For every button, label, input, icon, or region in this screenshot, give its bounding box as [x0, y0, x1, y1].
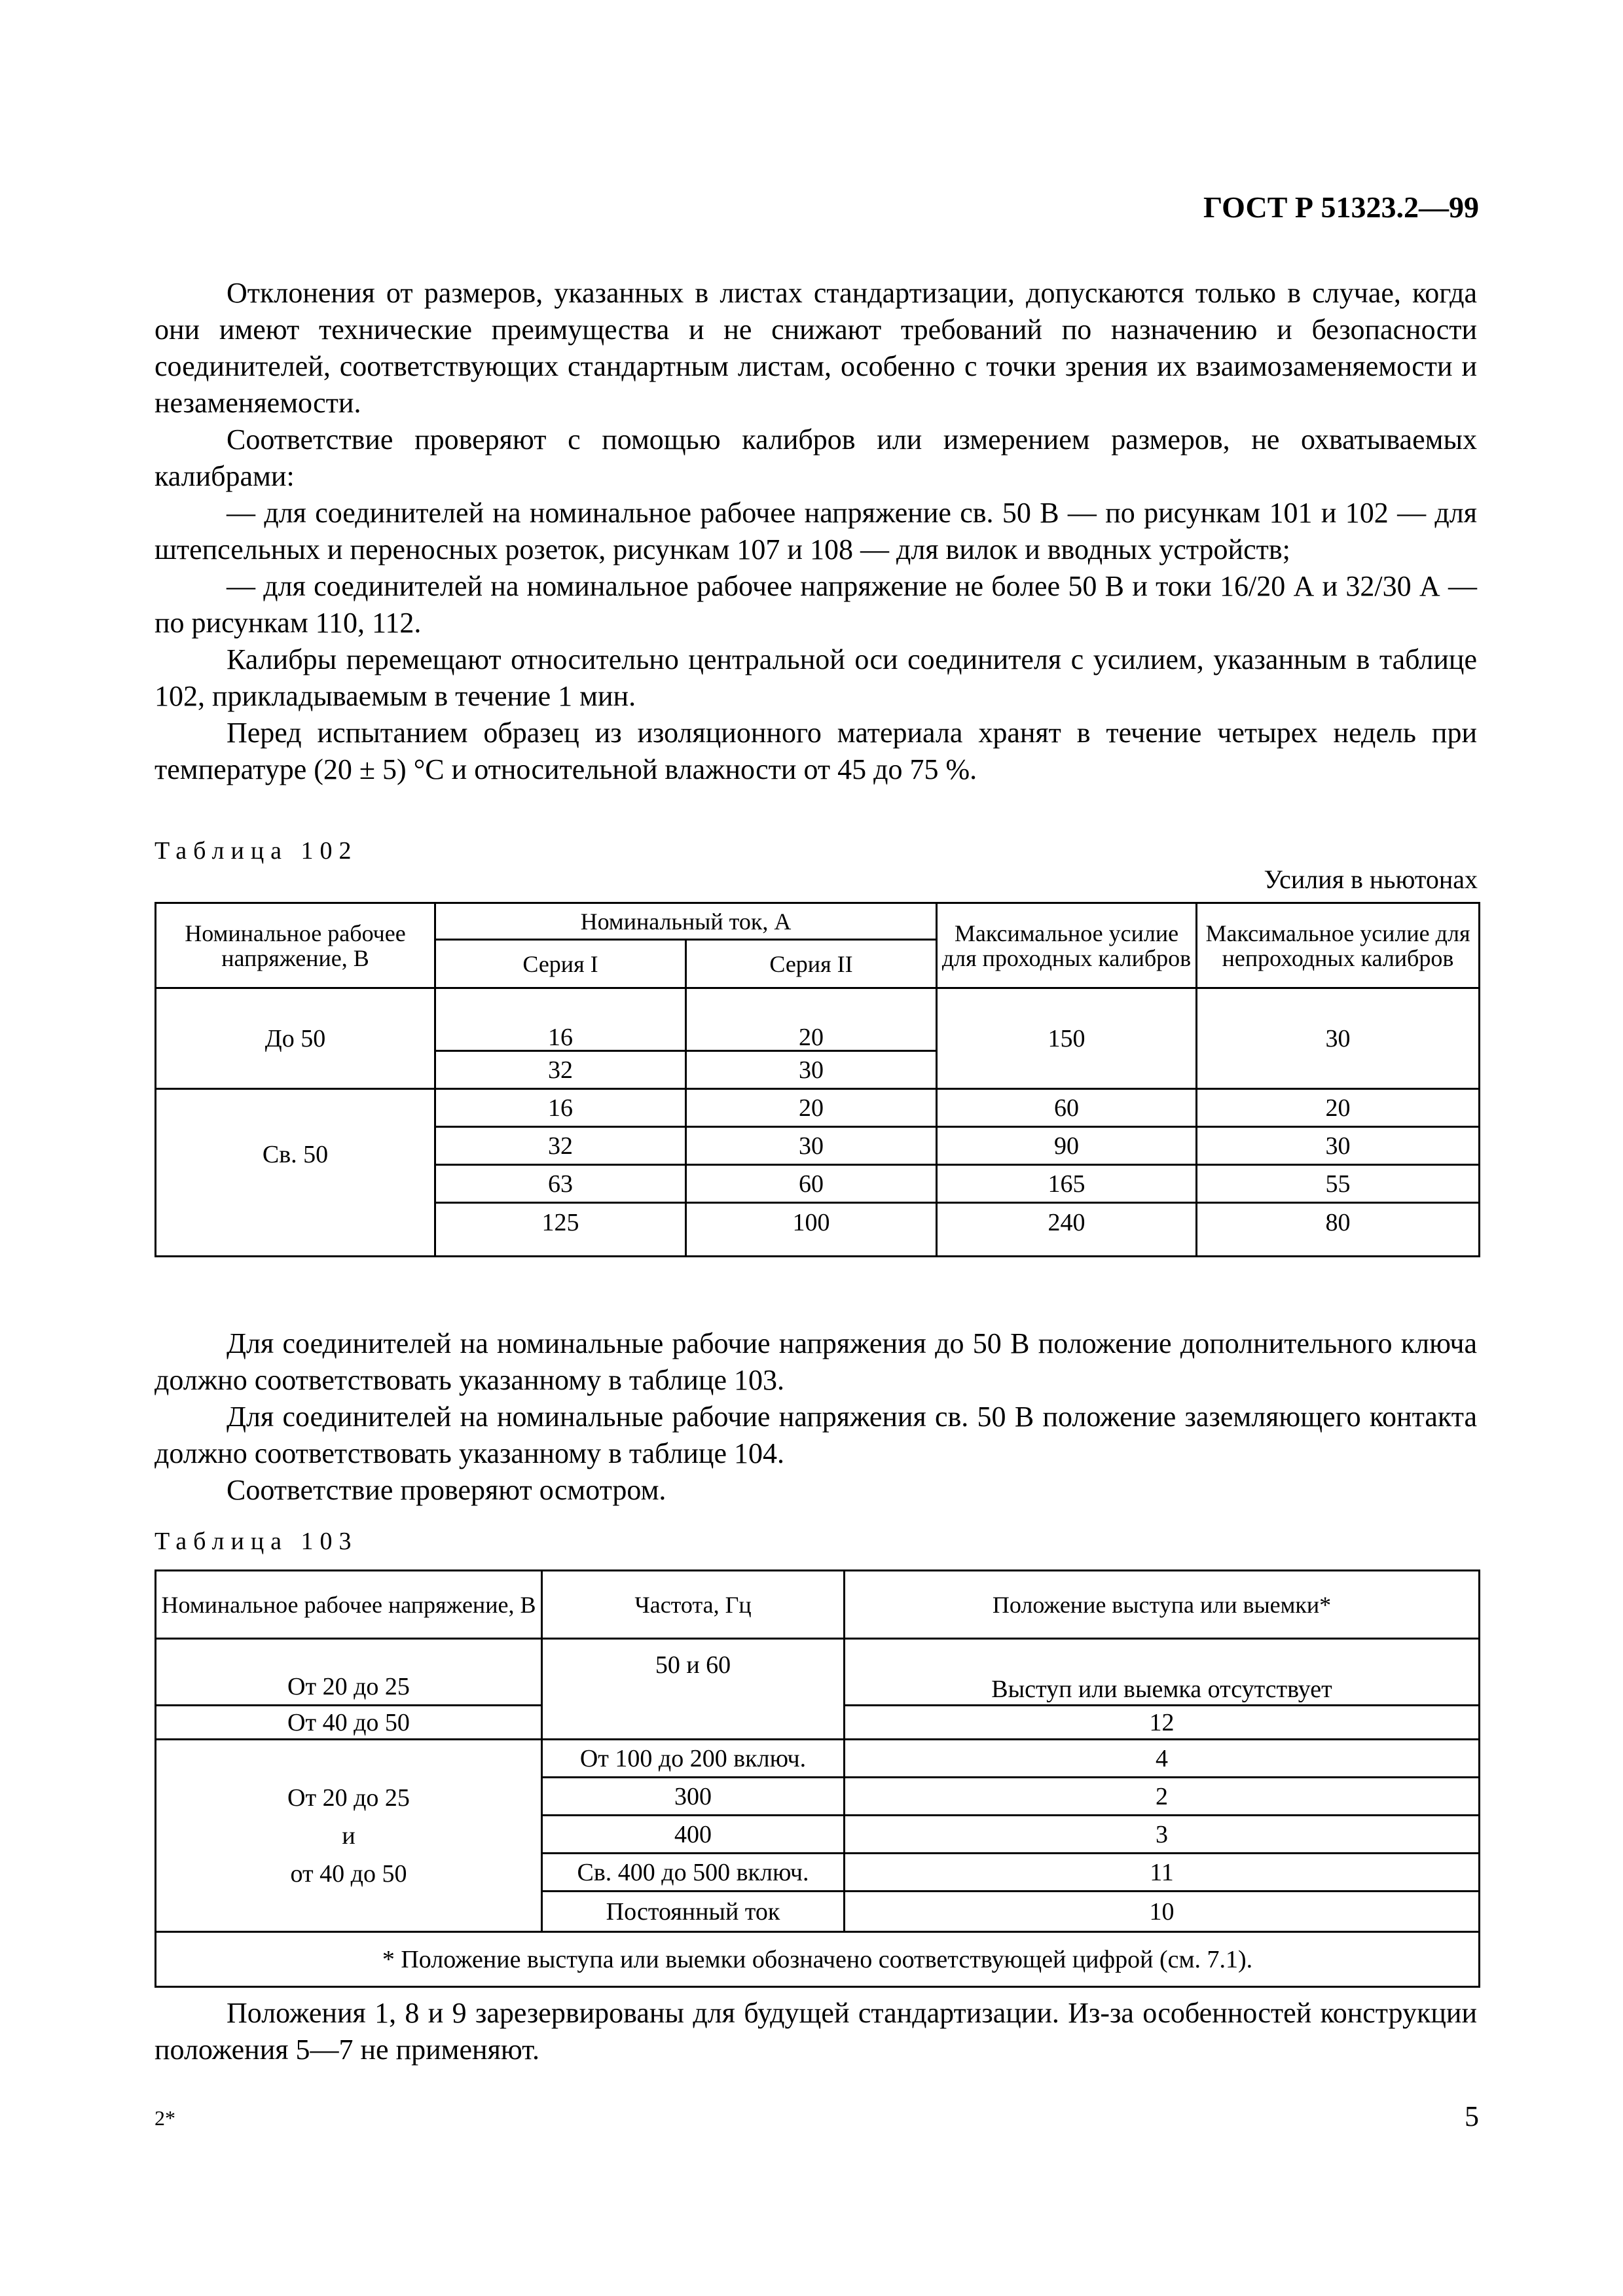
- table-cell: 100: [686, 1203, 937, 1257]
- table-cell: 30: [1197, 1127, 1480, 1165]
- document-code: ГОСТ Р 51323.2—99: [1203, 190, 1479, 224]
- table-cell: 32: [435, 1127, 686, 1165]
- list-item-over-50v: — для соединителей на номинальное рабочее напряжение св. 50 В — по рисункам 101 и 102 — для штепсельных и переносных розеток, рисункам 107 и 108 — для вилок и вводных устройств;: [155, 497, 1477, 565]
- table-cell: Выступ или выемка отсутствует: [845, 1639, 1480, 1706]
- table-cell: 12: [845, 1706, 1480, 1740]
- paragraph-earthing-contact: Для соединителей на номинальные рабочие напряжения св. 50 В положение заземляющего контакта должно соответствовать указанному в таблице 104.: [155, 1401, 1477, 1469]
- header-current: Номинальный ток, А: [435, 903, 937, 940]
- paragraph-reserved-positions: Положения 1, 8 и 9 зарезервированы для будущей стандартизации. Из-за особенностей конструкции положения 5—7 не применяют.: [155, 1997, 1477, 2066]
- table-cell: 3: [845, 1816, 1480, 1854]
- page-number: 5: [1465, 2100, 1479, 2132]
- table-cell: 125: [435, 1203, 686, 1257]
- table-103-title: Таблица 103: [155, 1528, 358, 1555]
- header-max-pass: Максимальное усилие для проходных калибров: [937, 903, 1197, 988]
- table-cell: 32: [435, 1051, 686, 1089]
- group-1-voltage: До 50: [156, 988, 435, 1089]
- paragraph-deviations: Отклонения от размеров, указанных в листах стандартизации, допускаются только в случае, когда они имеют технические преимущества и не снижают требований по назначению и безопасности соединителей, соответствующих стандартным листам, особенно с точки зрения их взаимозаменяемости и незаменяемости.: [155, 277, 1477, 419]
- table-103: [155, 1570, 1480, 1988]
- table-cell: 90: [937, 1127, 1197, 1165]
- table-cell: От 40 до 50: [156, 1706, 542, 1740]
- header-series-2: Серия II: [686, 940, 937, 988]
- table-cell: 16: [435, 988, 686, 1051]
- bottom-text: [155, 1995, 1477, 2068]
- paragraph-extra-key: Для соединителей на номинальные рабочие напряжения до 50 В положение дополнительного ключа должно соответствовать указанному в таблице 103.: [155, 1327, 1477, 1396]
- table-cell: 10: [845, 1892, 1480, 1932]
- paragraph-gauges: Калибры перемещают относительно центральной оси соединителя с усилием, указанным в таблице 102, прикладываемым в течение 1 мин.: [155, 643, 1477, 712]
- header-voltage: Номинальное рабочее напряжение, В: [156, 903, 435, 988]
- header-series-1: Серия I: [435, 940, 686, 988]
- table-cell: 4: [845, 1740, 1480, 1778]
- table-cell: 55: [1197, 1165, 1480, 1203]
- middle-text: [155, 1325, 1477, 1509]
- table-cell: 300: [542, 1778, 845, 1816]
- group-1-max-nopass: 30: [1197, 988, 1480, 1089]
- header-voltage: Номинальное рабочее напряжение, В: [156, 1571, 542, 1639]
- table-cell: Постоянный ток: [542, 1892, 845, 1932]
- table-cell: 165: [937, 1165, 1197, 1203]
- intro-text: [155, 275, 1477, 788]
- group-2-voltage: Св. 50: [156, 1089, 435, 1257]
- table-cell: 20: [1197, 1089, 1480, 1127]
- paragraph-compliance: Соответствие проверяют с помощью калибров или измерением размеров, не охватываемых калибрами:: [155, 423, 1477, 492]
- paragraph-inspection: Соответствие проверяют осмотром.: [227, 1474, 666, 1506]
- table-cell: 400: [542, 1816, 845, 1854]
- table-cell: 60: [937, 1089, 1197, 1127]
- table-cell: От 100 до 200 включ.: [542, 1740, 845, 1778]
- table-cell: 80: [1197, 1203, 1480, 1257]
- group-voltage-line-1: От 20 до 25: [287, 1784, 410, 1812]
- table-102-title: Таблица 102: [155, 837, 358, 865]
- header-max-nopass: Максимальное усилие для непроходных калибров: [1197, 903, 1480, 988]
- paragraph-storage: Перед испытанием образец из изоляционного материала хранят в течение четырех недель при температуре (20 ± 5) °С и относительной влажности от 45 до 75 %.: [155, 717, 1477, 785]
- table-cell: Св. 400 до 500 включ.: [542, 1854, 845, 1892]
- table-cell: 2: [845, 1778, 1480, 1816]
- group-voltage-line-2: и: [342, 1821, 356, 1850]
- table-cell: 60: [686, 1165, 937, 1203]
- table-cell: 30: [686, 1051, 937, 1089]
- footer-signature-mark: 2*: [155, 2106, 175, 2130]
- table-103-footnote: * Положение выступа или выемки обозначено соответствующей цифрой (см. 7.1).: [156, 1932, 1480, 1987]
- group-voltage: [156, 1740, 542, 1932]
- table-cell: 11: [845, 1854, 1480, 1892]
- table-cell: От 20 до 25: [156, 1639, 542, 1706]
- table-cell: 30: [686, 1127, 937, 1165]
- table-cell: 63: [435, 1165, 686, 1203]
- table-102-units: Усилия в ньютонах: [1264, 865, 1478, 894]
- table-cell: 16: [435, 1089, 686, 1127]
- group-voltage-line-3: от 40 до 50: [290, 1859, 407, 1888]
- table-cell: 20: [686, 1089, 937, 1127]
- table-102: [155, 902, 1480, 1257]
- group-1-max-pass: 150: [937, 988, 1197, 1089]
- table-cell: 50 и 60: [542, 1639, 845, 1740]
- table-cell: 240: [937, 1203, 1197, 1257]
- header-position: Положение выступа или выемки*: [845, 1571, 1480, 1639]
- table-cell: 20: [686, 988, 937, 1051]
- header-frequency: Частота, Гц: [542, 1571, 845, 1639]
- list-item-up-to-50v: — для соединителей на номинальное рабочее напряжение не более 50 В и токи 16/20 А и 32/30 А — по рисункам 110, 112.: [155, 570, 1477, 639]
